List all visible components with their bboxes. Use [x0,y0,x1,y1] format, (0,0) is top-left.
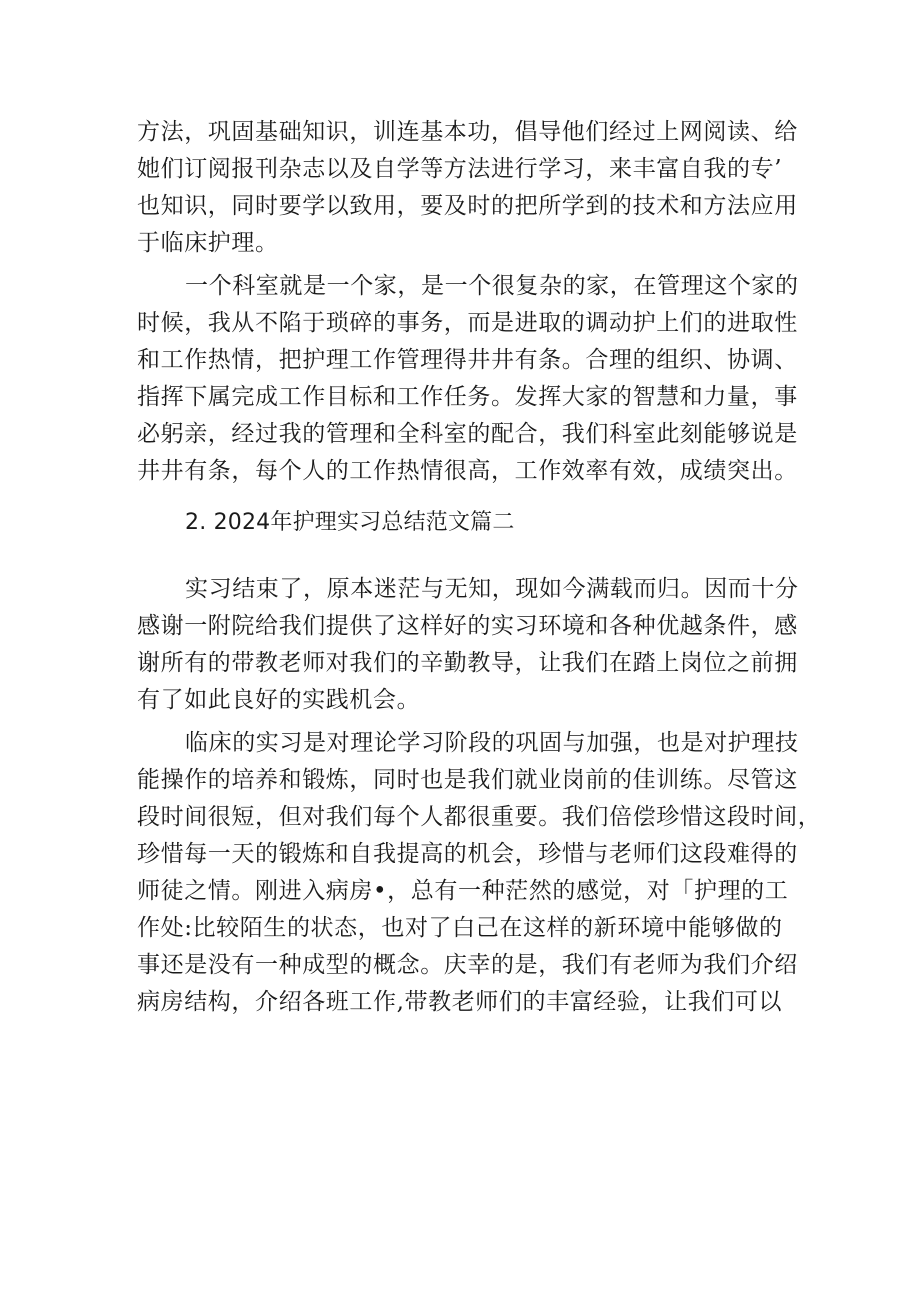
paragraph-2-line-1: 一个科室就是一个家，是一个很复杂的家，在管理这个家的 [185,273,799,299]
paragraph-1-line-4: 于临床护理。 [137,230,279,256]
paragraph-4-line-3: 段时间很短，但对我们每个人都很重要。我们倍偿珍惜这段时间， [137,804,822,830]
paragraph-2-line-5: 必躬亲，经过我的管理和全科室的配合，我们科室此刻能够说是 [137,421,798,447]
paragraph-4-line-1: 临床的实习是对理论学习阶段的巩固与加强，也是对护理技 [185,730,799,756]
paragraph-4-line-5: 师徒之情。刚进入病房•，总有一种茫然的感觉，对「护理的工 [137,878,789,904]
paragraph-4-line-6: 作处:比较陌生的状态，也对了白己在这样的新环境中能够做的 [137,915,783,941]
paragraph-3-line-1: 实习结束了，原本迷茫与无知，现如今满载而归。因而十分 [185,576,799,602]
paragraph-2-line-4: 指挥下属完成工作目标和工作任务。发挥大家的智慧和力量，事 [137,384,798,410]
paragraph-3-line-4: 有了如此良好的实践机会。 [137,687,421,713]
paragraph-1-line-3: 也知识，同时要学以致用，要及时的把所学到的技术和方法应用 [137,193,798,219]
paragraph-3-line-3: 谢所有的带教老师对我们的辛勤教导，让我们在踏上岗位之前拥 [137,650,798,676]
paragraph-1-line-1: 方法，巩固基础知识，训连基本功，倡导他们经过上网阅读、给 [137,119,798,145]
paragraph-2-line-2: 时候，我从不陷于琐碎的事务，而是进取的调动护上们的进取性 [137,310,798,336]
section-heading: 2. 2024年护理实习总结范文篇二 [185,510,515,535]
paragraph-4-line-2: 能操作的培养和锻炼，同时也是我们就业岗前的佳训练。尽管这 [137,767,798,793]
paragraph-2-line-6: 井井有条，每个人的工作热情很高，工作效率有效，成绩突出。 [137,458,798,484]
paragraph-1-line-2: 她们订阅报刊杂志以及自学等方法进行学习，来丰富自我的专’ [137,156,783,182]
paragraph-4-line-7: 事还是没有一种成型的概念。庆幸的是，我们有老师为我们介绍 [137,952,798,978]
paragraph-4-line-8: 病房结构，介绍各班工作,带教老师们的丰富经验，让我们可以 [137,989,783,1015]
paragraph-2-line-3: 和工作热情，把护理工作管理得井井有条。合理的组织、协调、 [137,347,798,373]
paragraph-3-line-2: 感谢一附院给我们提供了这样好的实习环境和各种优越条件，感 [137,613,798,639]
paragraph-4-line-4: 珍惜每一天的锻炼和自我提高的机会，珍惜与老师们这段难得的 [137,841,798,867]
